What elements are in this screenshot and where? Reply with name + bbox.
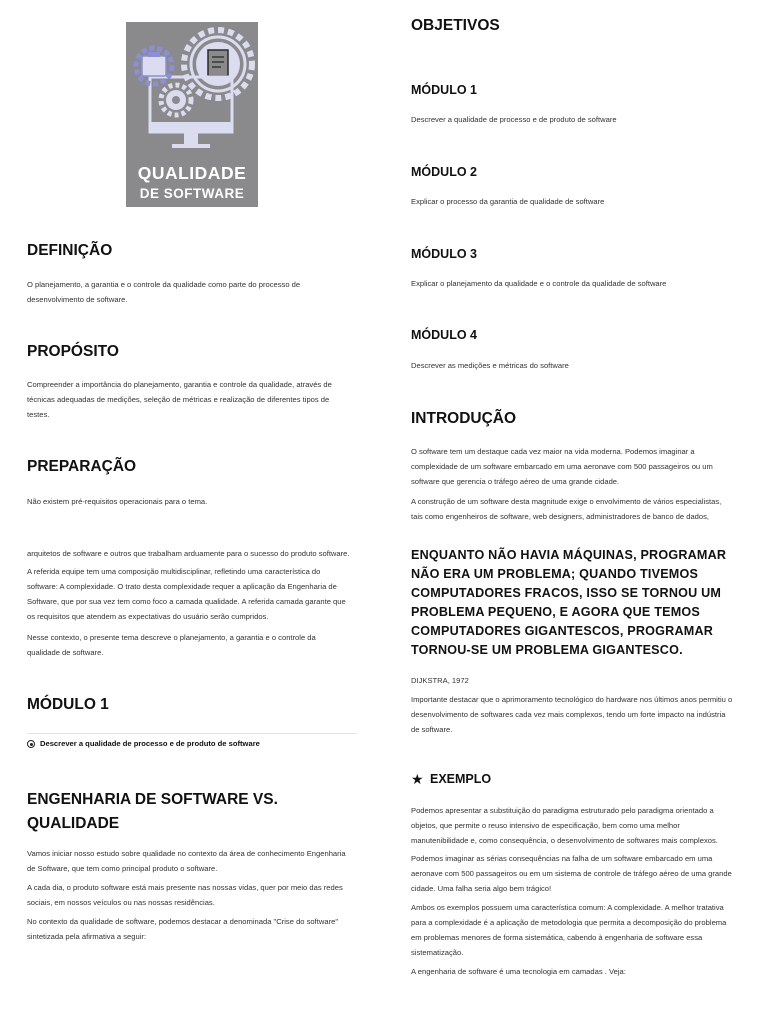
continuation-paragraph-3: Nesse contexto, o presente tema descreve o planejamento, a garantia e o controle da qualidade de software. (27, 633, 316, 657)
objetivo-modulo-1-title: MÓDULO 1 (411, 83, 477, 97)
document-icon (208, 50, 228, 76)
introducao-paragraph-2: A construção de um software desta magnitude exige o envolvimento de vários especialistas, tais como engenheiros de software, web designers, administradores de banco de dados, (411, 497, 722, 521)
objetivo-modulo-2-desc: Explicar o processo da garantia de qualidade de software (411, 197, 605, 206)
exemplo-paragraph-4: A engenharia de software é uma tecnologia em camadas . Veja: (411, 967, 626, 976)
engenharia-paragraph-2: A cada dia, o produto software está mais presente nas nossas vidas, quer por meio das redes sociais, em nossos veículos ou nas nossas residências. (27, 883, 343, 907)
quote-after-paragraph: Importante destacar que o aprimoramento tecnológico do hardware nos últimos anos permitiu o desenvolvimento de softwares cada vez mais complexos, tendo um forte impacto na indústria de software. (411, 695, 733, 734)
definicao-heading: DEFINIÇÃO (27, 242, 113, 259)
definicao-text: O planejamento, a garantia e o controle da qualidade como parte do processo de desenvolvimento de software. (27, 280, 301, 304)
introducao-paragraph-1: O software tem um destaque cada vez maior na vida moderna. Podemos imaginar a complexidade de um software embarcado em uma aeronave com 500 passageiros ou um software que gerencia o tráfego aéreo de uma grande cidade. (411, 447, 713, 486)
proposito-heading: PROPÓSITO (27, 343, 119, 360)
preparacao-heading: PREPARAÇÃO (27, 458, 137, 475)
quote-author: DIJKSTRA, 1972 (411, 676, 469, 685)
folder-icon (136, 48, 172, 84)
exemplo-paragraph-3: Ambos os exemplos possuem uma característica comum: A complexidade. A melhor tratativa para a complexidade é a aplicação de metodologia que permita a decomposição do problema em problemas menores de forma sistemática, cabendo à engenharia de software essa sistematização. (411, 903, 727, 957)
objetivo-modulo-3-desc: Explicar o planejamento da qualidade e o controle da qualidade de software (411, 279, 667, 288)
preparacao-text: Não existem pré-requisitos operacionais para o tema. (27, 497, 208, 506)
modulo1-objective: Descrever a qualidade de processo e de produto de software (40, 739, 260, 748)
continuation-paragraph-2: A referida equipe tem uma composição multidisciplinar, refletindo uma característica do software: A complexidade. O trato desta complexidade requer a aplicação da Engenharia de Software, que por sua vez tem como foco a camada qualidade. A referida camada garante que os requisitos que atendem as expectativas do usuário serão cumpridos. (27, 567, 346, 621)
objetivo-modulo-4-desc: Descrever as medições e métricas do software (411, 361, 569, 370)
objetivo-modulo-3-title: MÓDULO 3 (411, 247, 477, 261)
dijkstra-quote: ENQUANTO NÃO HAVIA MÁQUINAS, PROGRAMAR NÃO ERA UM PROBLEMA; QUANDO TIVEMOS COMPUTADORES FRACOS, ISSO SE TORNOU UM PROBLEMA PEQUENO, E AGORA QUE TEMOS COMPUTADORES GIGANTESCOS, PROGRAMAR TORNOU-SE UM PROBLEMA GIGANTESCO. (411, 548, 727, 657)
engenharia-heading: ENGENHARIA DE SOFTWARE VS. QUALIDADE (27, 791, 278, 832)
engenharia-paragraph-3: No contexto da qualidade de software, podemos destacar a denominada "Crise do software" sintetizada pela afirmativa a seguir: (27, 917, 339, 941)
exemplo-paragraph-1: Podemos apresentar a substituição do paradigma estruturado pelo paradigma orientado a objetos, que permite o reuso intensivo de especificação, bem como uma melhor manutenibilidade e, como consequência, o desenvolvimento de softwares mais complexos. (411, 806, 718, 845)
continuation-paragraph-1: arquitetos de software e outros que trabalham arduamente para o sucesso do produto software. (27, 549, 350, 558)
objetivo-modulo-2-title: MÓDULO 2 (411, 165, 477, 179)
exemplo-paragraph-2: Podemos imaginar as sérias consequências na falha de um software embarcado em uma aeronave com 500 passageiros ou em um sistema de controle de tráfego aéreo de uma grande cidade. Uma falha seria algo bem trágico! (411, 854, 732, 893)
cover-title: QUALIDADE (137, 163, 247, 183)
cover-image (126, 22, 258, 207)
engenharia-paragraph-1: Vamos iniciar nosso estudo sobre qualidade no contexto da área de conhecimento Engenharia de Software, que tem como principal produto o software. (27, 849, 346, 873)
star-icon: ★ (411, 771, 424, 787)
objetivo-modulo-4-title: MÓDULO 4 (411, 328, 477, 342)
divider (27, 733, 357, 734)
small-gear-icon (161, 85, 191, 115)
proposito-text: Compreender a importância do planejamento, garantia e controle da qualidade, através de técnicas adequadas de medições, seleção de métricas e realização de diferentes tipos de testes. (27, 380, 332, 419)
cover-subtitle: DE SOFTWARE (139, 186, 245, 201)
exemplo-heading: EXEMPLO (430, 772, 492, 786)
modulo1-heading: MÓDULO 1 (27, 696, 109, 713)
target-icon (27, 740, 35, 748)
objetivo-modulo-1-desc: Descrever a qualidade de processo e de produto de software (411, 115, 617, 124)
introducao-heading: INTRODUÇÃO (411, 410, 517, 427)
objetivos-heading: OBJETIVOS (411, 17, 500, 34)
